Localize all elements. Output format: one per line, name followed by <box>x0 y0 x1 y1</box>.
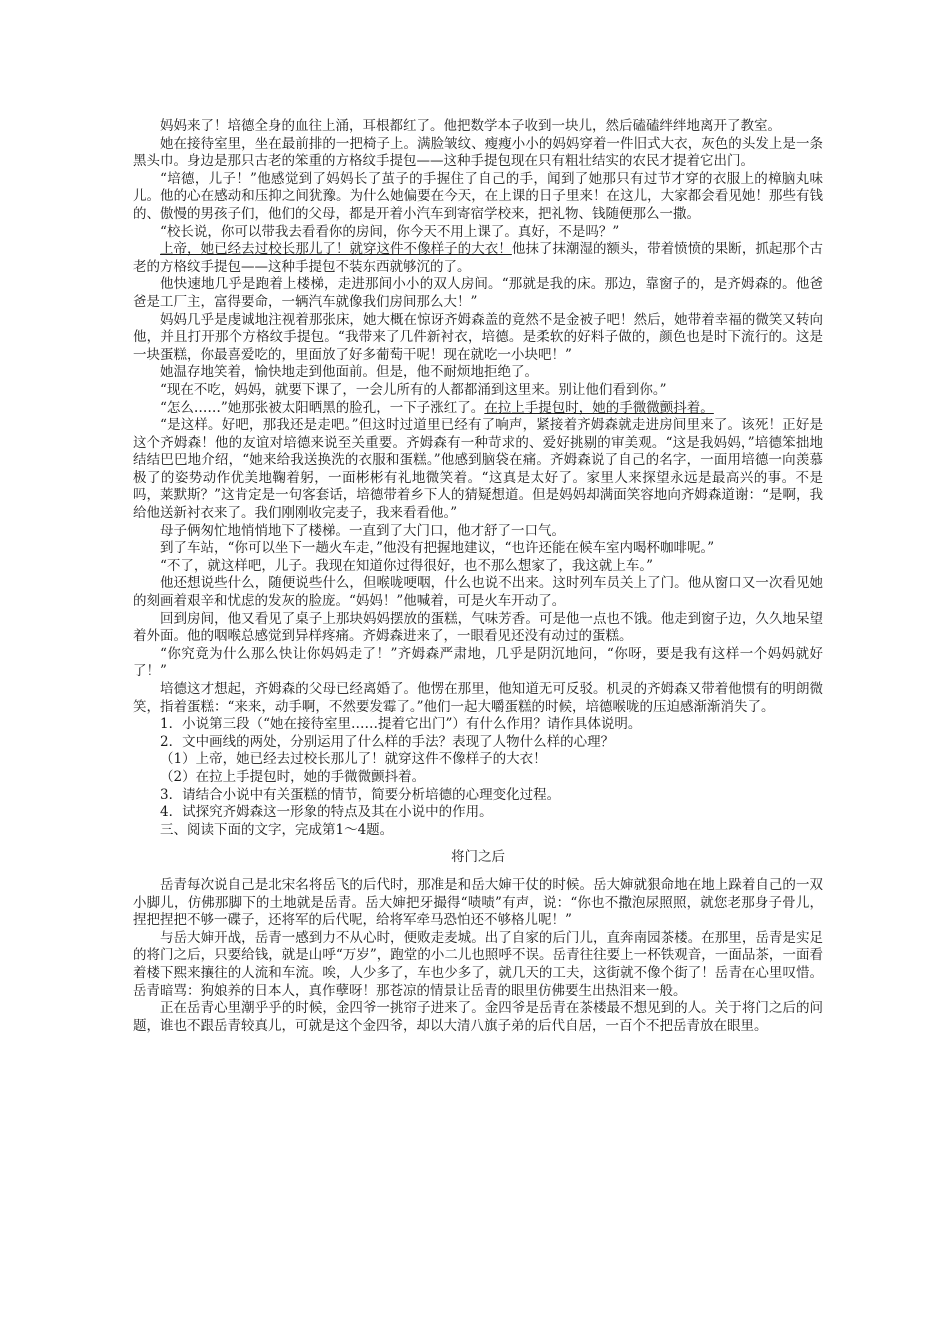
story2-title: 将门之后 <box>451 849 505 866</box>
story1-paragraph-15: 他还想说些什么，随便说些什么，但喉咙哽咽，什么也说不出来。这时列车员关上了门。他从窗口又一次看见她的刻画着艰辛和忧虑的发灰的脸庞。“妈妈！”他喊着，可是火车开动了。 <box>133 575 823 610</box>
question-2-item-2: （2）在拉上手提包时，她的手微微颤抖着。 <box>160 768 426 785</box>
underlined-sentence-1: 上帝，她已经去过校长那儿了！就穿这件不像样子的大衣！ <box>160 241 512 258</box>
question-2: 2．文中画线的两处，分别运用了什么样的手法？表现了人物什么样的心理？ <box>160 733 615 750</box>
story1-paragraph-11: “是这样。好吧，那我还是走吧。”但这时过道里已经有了响声，紧接着齐姆森就走进房间里来了。该死！正好是这个齐姆森！他的友谊对培德来说至关重要。齐姆森有一种苛求的、爱好挑剔的审美观。“这是我妈妈，”培德笨拙地结结巴巴地介绍，“她来给我送换洗的衣服和蛋糕。”他感到脑袋在痛。齐姆森说了自己的名字，一面用培德一向羡慕极了的姿势动作优美地鞠着躬，一面彬彬有礼地微笑着。“这真是太好了。家里人来探望永远是最高兴的事。不是吗，莱默斯？”这肯定是一句客套话，培德带着乡下人的猜疑想道。但是妈妈却满面笑容地向齐姆森道谢：“是啊，我给他送新衬衣来了。我们刚刚收完麦子，我来看看他。” <box>133 417 823 522</box>
story2-paragraph-2: 与岳大婶开战，岳青一感到力不从心时，便败走麦城。出了自家的后门儿，直奔南园茶楼。在那里，岳青是实足的将门之后，只要给钱，就是山呼“万岁”，跑堂的小二儿也照呼不误。岳青往往要上一杯铁观音，一面品茶，一面看着楼下熙来攘往的人流和车流。唉，人少多了，车也少多了，就几天的工夫，这街就不像个街了！岳青在心里叹惜。岳青暗骂：狗娘养的日本人，真作孽呀！那苍凉的情景让岳青的眼里仿佛要生出热泪来一般。 <box>133 929 823 999</box>
story1-paragraph-4: “校长说，你可以带我去看看你的房间，你今天不用上课了。真好，不是吗？” <box>160 223 620 240</box>
paragraph-10-start: “怎么……”她那张被太阳晒黑的脸孔，一下子涨红了。 <box>160 399 485 416</box>
story1-paragraph-7: 妈妈几乎是虔诚地注视着那张床，她大概在惊讶齐姆森盖的竟然不是金被子吧！然后，她带着幸福的微笑又转向他，并且打开那个方格纹手提包。“我带来了几件新衬衣，培德。是柔软的好料子做的，颜色也是时下流行的。这是一块蛋糕，你最喜爱吃的，里面放了好多葡萄干呢！现在就吃一小块吧！” <box>133 311 823 363</box>
story1-paragraph-2: 她在接待室里，坐在最前排的一把椅子上。满脸皱纹、瘦瘦小小的妈妈穿着一件旧式大衣，灰色的头发上是一条黑头巾。身边是那只古老的笨重的方格纹手提包——这种手提包现在只有粗壮结实的农民才提着它出门。 <box>133 135 823 170</box>
story1-paragraph-16: 回到房间，他又看见了桌子上那块妈妈摆放的蛋糕，气味芳香。可是他一点也不饿。他走到窗子边，久久地呆望着外面。他的咽喉总感觉到异样疼痛。齐姆森进来了，一眼看见还没有动过的蛋糕。 <box>133 610 823 645</box>
question-3: 3．请结合小说中有关蛋糕的情节，简要分析培德的心理变化过程。 <box>160 786 561 803</box>
story1-paragraph-8: 她温存地笑着，愉快地走到他面前。但是，他不耐烦地拒绝了。 <box>160 364 538 381</box>
section-three-heading: 三、阅读下面的文字，完成第1～4题。 <box>160 821 394 838</box>
document-page <box>133 118 823 1035</box>
story1-paragraph-18: 培德这才想起，齐姆森的父母已经离婚了。他愣在那里，他知道无可反驳。机灵的齐姆森又带着他惯有的明朗微笑，指着蛋糕：“来来，动手啊，不然要发霉了。”他们一起大嚼蛋糕的时候，培德喉咙的压迫感渐渐消失了。 <box>133 681 823 715</box>
story1-paragraph-6: 他快速地几乎是跑着上楼梯，走进那间小小的双人房间。“那就是我的床。那边，靠窗子的，是齐姆森的。他爸爸是工厂主，富得要命，一辆汽车就像我们房间那么大！” <box>133 276 823 310</box>
story1-paragraph-1: 妈妈来了！培德全身的血往上涌，耳根都红了。他把数学本子收到一块儿，然后磕磕绊绊地离开了教室。 <box>160 118 781 134</box>
story1-paragraph-5 <box>133 241 823 276</box>
question-4: 4．试探究齐姆森这一形象的特点及其在小说中的作用。 <box>160 804 493 821</box>
question-1: 1．小说第三段（“她在接待室里……提着它出门”）有什么作用？请作具体说明。 <box>160 716 642 733</box>
question-2-item-1: （1）上帝，她已经去过校长那儿了！就穿这件不像样子的大衣！ <box>160 751 547 768</box>
story1-paragraph-17: “你究竟为什么那么快让你妈妈走了！”齐姆森严肃地，几乎是阴沉地问，“你呀，要是我有这样一个妈妈就好了！” <box>133 645 823 680</box>
story1-paragraph-13: 到了车站，“你可以坐下一趟火车走，”他没有把握地建议，“也许还能在候车室内喝杯咖啡呢。” <box>160 540 715 557</box>
story2-paragraph-3: 正在岳青心里潮乎乎的时候，金四爷一挑帘子进来了。金四爷是岳青在茶楼最不想见到的人。关于将门之后的问题，谁也不跟岳青较真儿，可就是这个金四爷，却以大清八旗子弟的后代自居，一百个不把岳青放在眼里。 <box>133 1000 823 1034</box>
story2-paragraph-1: 岳青每次说自己是北宋名将岳飞的后代时，那准是和岳大婶干仗的时候。岳大婶就狠命地在地上跺着自己的一双小脚儿，仿佛那脚下的土地就是岳青。岳大婶把牙撮得“啧啧”有声，说：“你也不撒泡尿照照，就您老那身子骨儿，捏把捏把不够一碟子，还将军的后代呢，给将军牵马恐怕还不够格儿呢！” <box>133 876 823 929</box>
story1-paragraph-12: 母子俩匆忙地悄悄地下了楼梯。一直到了大门口，他才舒了一口气。 <box>160 522 565 539</box>
paragraph-5-rest: 他抹了抹潮湿的额头，带着愤愤的果断，抓起那个古老的方格纹手提包——这种手提包不装东西就够沉的了。 <box>133 241 823 275</box>
story1-paragraph-3: “培德，儿子！”他感觉到了妈妈长了茧子的手握住了自己的手，闻到了她那只有过节才穿的衣服上的樟脑丸味儿。他的心在感动和压抑之间犹豫。为什么她偏要在今天，在上课的日子里来！在这儿，大家都会看见她！那些有钱的、傲慢的男孩子们，他们的父母，都是开着小汽车到寄宿学校来，把礼物、钱随便那么一撒。 <box>133 170 823 222</box>
underlined-sentence-2: 在拉上手提包时，她的手微微颤抖着。 <box>484 399 714 416</box>
story1-paragraph-9: “现在不吃，妈妈，就要下课了，一会儿所有的人都都涌到这里来。别让他们看到你。” <box>160 381 667 398</box>
story1-paragraph-10 <box>133 400 823 418</box>
story1-paragraph-14: “不了，就这样吧，儿子。我现在知道你过得很好，也不那么想家了，我这就上车。” <box>160 557 654 574</box>
